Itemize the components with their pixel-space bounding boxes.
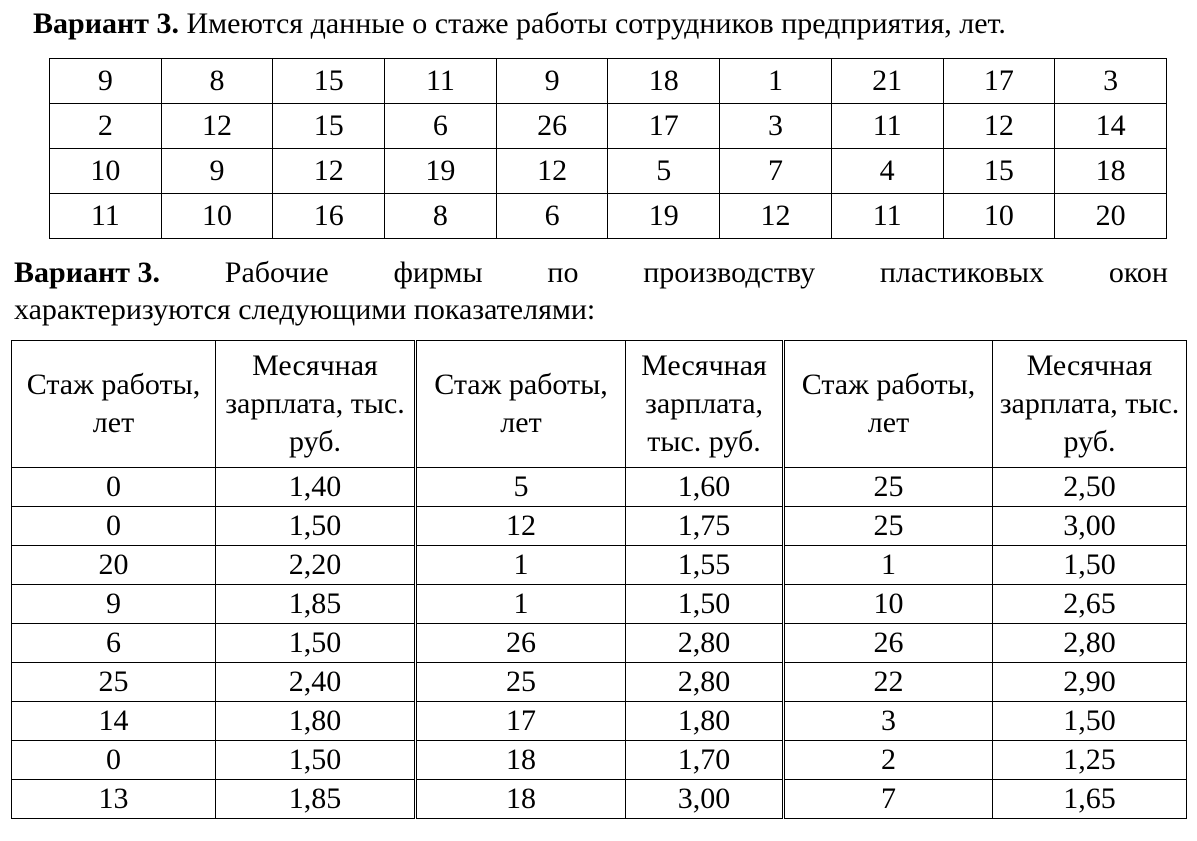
- table-cell: 8: [161, 59, 273, 104]
- salary-cell: 1,85: [216, 585, 416, 624]
- table-cell: 10: [161, 194, 273, 239]
- header-salary: Месячная зарплата, тыс. руб.: [216, 341, 416, 468]
- table-cell: 18: [608, 59, 720, 104]
- task1-description: Имеются данные о стаже работы сотрудников предприятия, лет.: [179, 7, 1006, 40]
- table-cell: 6: [496, 194, 608, 239]
- table-cell: 9: [161, 149, 273, 194]
- table-row: [12, 585, 1187, 624]
- table-cell: 11: [831, 194, 943, 239]
- table-row: [12, 468, 1187, 507]
- experience-cell: 9: [12, 585, 216, 624]
- experience-cell: 0: [12, 741, 216, 780]
- experience-cell: 18: [416, 780, 626, 819]
- task1-data-table: [49, 58, 1167, 239]
- salary-cell: 1,50: [216, 741, 416, 780]
- experience-cell: 26: [784, 624, 993, 663]
- header-experience: Стаж работы, лет: [416, 341, 626, 468]
- title-word: Рабочие: [224, 256, 329, 289]
- salary-cell: 1,85: [216, 780, 416, 819]
- salary-cell: 2,80: [626, 624, 784, 663]
- experience-cell: 3: [784, 702, 993, 741]
- table-cell: 6: [385, 104, 497, 149]
- table-row: [12, 624, 1187, 663]
- table-row: [12, 741, 1187, 780]
- salary-cell: 1,80: [216, 702, 416, 741]
- table-row: [12, 546, 1187, 585]
- task2-title-line1: [14, 254, 1168, 291]
- table-header-row: [12, 341, 1187, 468]
- title-word: производству: [643, 256, 816, 289]
- salary-cell: 1,50: [216, 624, 416, 663]
- table-cell: 10: [50, 149, 162, 194]
- task2-variant-label: Вариант 3.: [14, 256, 161, 289]
- table-cell: 19: [385, 149, 497, 194]
- table-cell: 11: [50, 194, 162, 239]
- experience-cell: 25: [784, 468, 993, 507]
- salary-cell: 1,50: [993, 546, 1187, 585]
- table-cell: 12: [720, 194, 832, 239]
- table-cell: 17: [943, 59, 1055, 104]
- experience-cell: 26: [416, 624, 626, 663]
- table-cell: 15: [943, 149, 1055, 194]
- task1-variant-label: Вариант 3.: [33, 7, 180, 40]
- title-word: по: [547, 256, 579, 289]
- table-row: [50, 149, 1167, 194]
- table-cell: 4: [831, 149, 943, 194]
- table-cell: 2: [50, 104, 162, 149]
- salary-cell: 1,65: [993, 780, 1187, 819]
- experience-cell: 7: [784, 780, 993, 819]
- table-row: [50, 59, 1167, 104]
- header-salary: Месячная зарплата, тыс. руб.: [626, 341, 784, 468]
- salary-cell: 3,00: [993, 507, 1187, 546]
- table-cell: 12: [496, 149, 608, 194]
- experience-cell: 5: [416, 468, 626, 507]
- experience-cell: 1: [416, 585, 626, 624]
- table-cell: 11: [385, 59, 497, 104]
- table-cell: 14: [1055, 104, 1167, 149]
- table-cell: 17: [608, 104, 720, 149]
- task2-title-line2: характеризуются следующими показателями:: [14, 293, 596, 326]
- table-cell: 9: [50, 59, 162, 104]
- salary-cell: 2,50: [993, 468, 1187, 507]
- experience-cell: 25: [12, 663, 216, 702]
- table-row: [50, 194, 1167, 239]
- table-cell: 3: [720, 104, 832, 149]
- table-cell: 20: [1055, 194, 1167, 239]
- table-cell: 18: [1055, 149, 1167, 194]
- table-cell: 1: [720, 59, 832, 104]
- experience-cell: 22: [784, 663, 993, 702]
- task1-title: [33, 6, 1006, 42]
- experience-cell: 6: [12, 624, 216, 663]
- table-cell: 3: [1055, 59, 1167, 104]
- salary-cell: 1,60: [626, 468, 784, 507]
- header-experience: Стаж работы, лет: [784, 341, 993, 468]
- experience-cell: 2: [784, 741, 993, 780]
- experience-cell: 0: [12, 468, 216, 507]
- experience-cell: 12: [416, 507, 626, 546]
- salary-cell: 1,40: [216, 468, 416, 507]
- table-cell: 12: [273, 149, 385, 194]
- task2-title: [14, 254, 1168, 328]
- experience-cell: 18: [416, 741, 626, 780]
- table-cell: 9: [496, 59, 608, 104]
- table-cell: 12: [943, 104, 1055, 149]
- table-row: [12, 702, 1187, 741]
- salary-cell: 1,50: [993, 702, 1187, 741]
- title-word: пластиковых: [879, 256, 1045, 289]
- experience-cell: 25: [416, 663, 626, 702]
- experience-cell: 25: [784, 507, 993, 546]
- experience-cell: 1: [784, 546, 993, 585]
- salary-cell: 2,20: [216, 546, 416, 585]
- table-cell: 26: [496, 104, 608, 149]
- experience-cell: 13: [12, 780, 216, 819]
- table-cell: 8: [385, 194, 497, 239]
- salary-cell: 2,40: [216, 663, 416, 702]
- salary-cell: 3,00: [626, 780, 784, 819]
- experience-cell: 1: [416, 546, 626, 585]
- salary-cell: 1,55: [626, 546, 784, 585]
- salary-cell: 2,90: [993, 663, 1187, 702]
- title-word: фирмы: [393, 256, 483, 289]
- header-salary: Месячная зарплата, тыс. руб.: [993, 341, 1187, 468]
- table-cell: 19: [608, 194, 720, 239]
- table-cell: 12: [161, 104, 273, 149]
- table-cell: 10: [943, 194, 1055, 239]
- experience-cell: 17: [416, 702, 626, 741]
- salary-cell: 1,80: [626, 702, 784, 741]
- table-row: [12, 663, 1187, 702]
- salary-cell: 2,80: [626, 663, 784, 702]
- table-row: [12, 507, 1187, 546]
- salary-cell: 1,50: [626, 585, 784, 624]
- experience-cell: 14: [12, 702, 216, 741]
- salary-cell: 1,50: [216, 507, 416, 546]
- salary-cell: 2,80: [993, 624, 1187, 663]
- title-word: окон: [1108, 256, 1168, 289]
- experience-cell: 10: [784, 585, 993, 624]
- table-cell: 15: [273, 104, 385, 149]
- table-cell: 15: [273, 59, 385, 104]
- table-row: [12, 780, 1187, 819]
- header-experience: Стаж работы, лет: [12, 341, 216, 468]
- table-cell: 21: [831, 59, 943, 104]
- experience-cell: 20: [12, 546, 216, 585]
- table-cell: 5: [608, 149, 720, 194]
- salary-cell: 1,70: [626, 741, 784, 780]
- table-cell: 16: [273, 194, 385, 239]
- table-cell: 11: [831, 104, 943, 149]
- table-row: [50, 104, 1167, 149]
- table-cell: 7: [720, 149, 832, 194]
- salary-cell: 2,65: [993, 585, 1187, 624]
- salary-cell: 1,75: [626, 507, 784, 546]
- salary-cell: 1,25: [993, 741, 1187, 780]
- task2-data-table: [11, 340, 1187, 819]
- experience-cell: 0: [12, 507, 216, 546]
